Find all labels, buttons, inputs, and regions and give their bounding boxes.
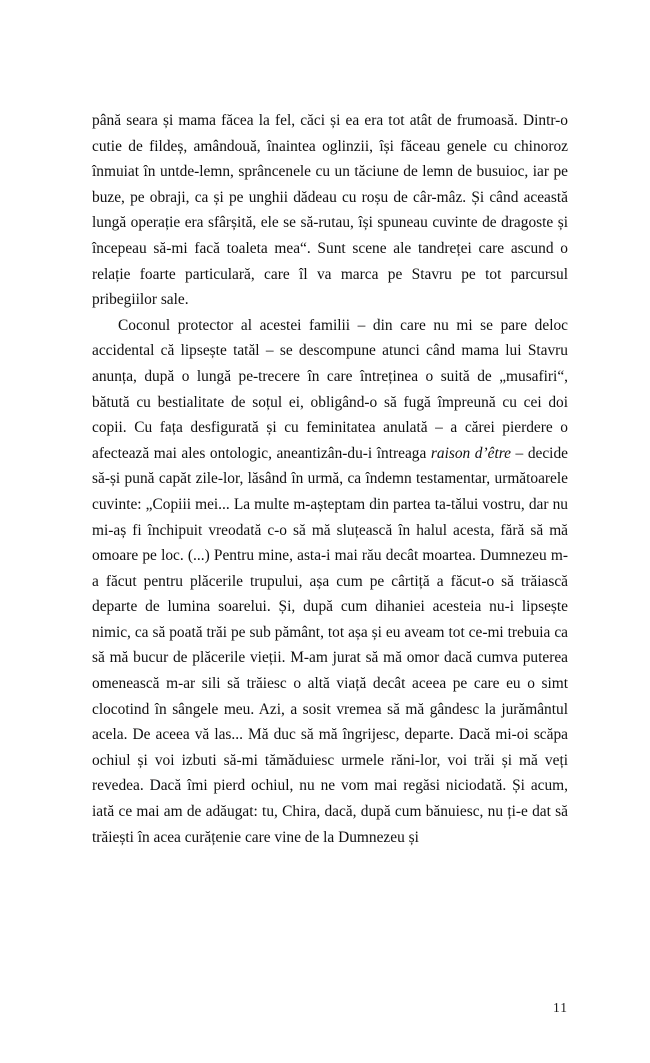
paragraph-2 bbox=[92, 313, 568, 850]
paragraph-1: până seara și mama făcea la fel, căci și ea era tot atât de frumoasă. Dintr-o cutie de fildeș, amândouă, înaintea oglinzii, își făceau genele cu chinoroz înmuiat în untde-lemn, sprâncenele cu un tăciune de lemn de busuioc, iar pe buze, pe obraji, ca și pe unghii dădeau cu roșu de câr-mâz. Și când această lungă operație era sfârșită, ele se să-rutau, își spuneau cuvinte de dragoste și începeau să-mi facă toaleta mea“. Sunt scene ale tandreței care ascund o relație foarte particulară, care îl va marca pe Stavru pe tot parcursul pribegiilor sale. bbox=[92, 112, 568, 309]
page-number: 11 bbox=[553, 1000, 568, 1015]
paragraph-2-italic-phrase: raison d’être bbox=[430, 444, 511, 462]
paragraph-2-part-1: Coconul protector al acestei familii – din care nu mi se pare deloc accidental că lipsește tatăl – se descompune atunci când mama lui Stavru anunța, după o lungă pe-trecere în care întreținea o suită de „musafiri“, bătută cu bestialitate de soțul ei, obligând-o să fugă împreună cu cei doi copii. Cu fața desfigurată și cu feminitatea anulată – a cărei pierdere o afectează mai ales ontologic, aneantizân-du-i întreaga bbox=[92, 316, 568, 462]
body-text bbox=[92, 108, 568, 850]
paragraph-2-part-2: – decide să-și pună capăt zile-lor, lăsând în urmă, ca îndemn testamentar, următoarele cuvinte: „Copiii mei... La multe m-așteptam din partea ta-tălui vostru, dar nu mi-aș fi închipuit vreodată c-o să mă sluțească în halul acesta, fără să mă omoare pe loc. (...) Pentru mine, asta-i mai rău decât moartea. Dumnezeu m-a făcut pentru plăcerile trupului, așa cum pe cârtiță a făcut-o să trăiască departe de lumina soarelui. Și, după cum dihaniei acesteia nu-i lipsește nimic, ca să poată trăi pe sub pământ, tot așa și eu aveam tot ce-mi trebuia ca să mă bucur de plăcerile vieții. M-am jurat să mă omor dacă cumva puterea omenească m-ar sili să trăiesc o altă viață decât aceea pe care eu o simt clocotind în sângele meu. Azi, a sosit vremea să mă gândesc la jurământul acela. De aceea vă las... Mă duc să mă îngrijesc, departe. Dacă mi-oi scăpa ochiul și voi izbuti să-mi tămăduiesc urmele răni-lor, voi trăi și mă veți revedea. Dacă îmi pierd ochiul, nu ne vom mai regăsi niciodată. Și acum, iată ce mai am de adăugat: tu, Chira, dacă, după cum bănuiesc, nu ți-e dat să trăiești în acea curățenie care vine de la Dumnezeu și bbox=[92, 444, 568, 846]
